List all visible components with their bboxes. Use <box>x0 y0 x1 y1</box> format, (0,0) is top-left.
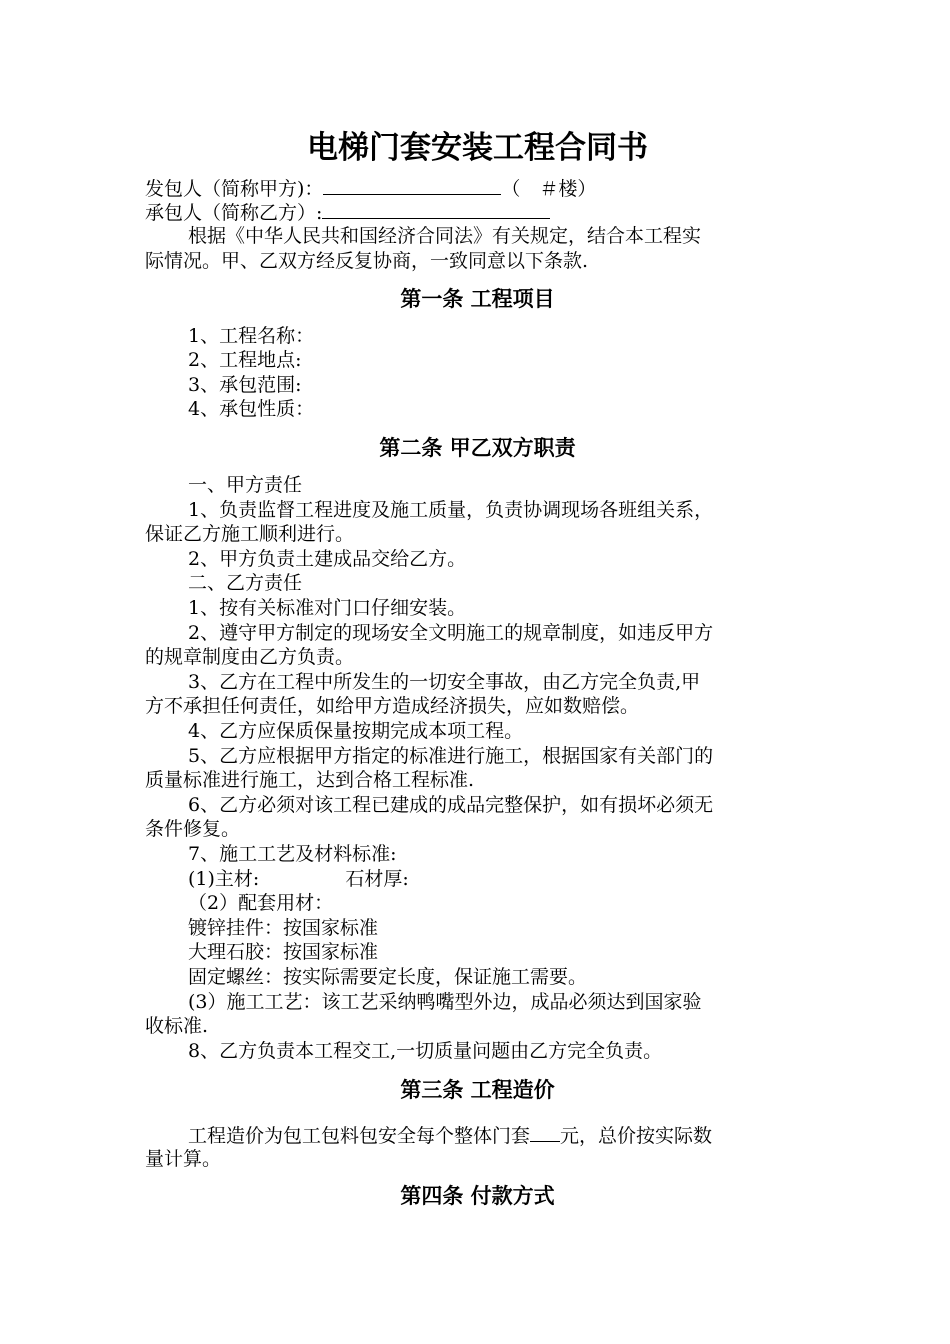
clause-line: 的规章制度由乙方负责。 <box>145 646 355 668</box>
section-title: 一、甲方责任 <box>188 474 303 496</box>
party-b-blank <box>322 199 550 219</box>
clause-line: 2、甲方负责土建成品交给乙方。 <box>188 548 467 570</box>
price-blank <box>530 1122 560 1142</box>
clause-line: 收标准. <box>145 1015 209 1037</box>
party-a-label: 发包人（简称甲方)： <box>145 178 324 200</box>
clause-line: 量计算。 <box>145 1148 222 1170</box>
list-item: 1、工程名称： <box>188 325 315 347</box>
price-line <box>145 1122 810 1149</box>
article-heading: 第三条 工程造价 <box>400 1078 555 1102</box>
party-a-suffix: （ ＃楼） <box>501 178 597 200</box>
party-b-line <box>145 199 810 226</box>
intro-line: 际情况。甲、乙双方经反复协商，一致同意以下条款. <box>145 250 589 272</box>
list-item: 2、工程地点: <box>188 349 302 371</box>
clause-line: 1、负责监督工程进度及施工质量，负责协调现场各班组关系， <box>188 499 714 521</box>
clause-line: （2）配套用材： <box>188 892 334 914</box>
article-heading: 第一条 工程项目 <box>400 287 555 311</box>
clause-line: 保证乙方施工顺利进行。 <box>145 523 355 545</box>
clause-line: 5、乙方应根据甲方指定的标准进行施工，根据国家有关部门的 <box>188 745 714 767</box>
main-material-label: (1)主材: <box>188 868 260 890</box>
party-a-line <box>145 175 810 202</box>
list-item: 4、承包性质： <box>188 398 315 420</box>
article-heading: 第四条 付款方式 <box>400 1184 555 1208</box>
clause-line: 2、遵守甲方制定的现场安全文明施工的规章制度，如违反甲方 <box>188 622 714 644</box>
article-heading: 第二条 甲乙双方职责 <box>379 436 576 460</box>
clause-line: 7、施工工艺及材料标准: <box>188 843 397 865</box>
party-b-label: 承包人（简称乙方）: <box>145 202 323 224</box>
price-text: 元，总价按实际数 <box>560 1125 713 1147</box>
list-item: 3、承包范围: <box>188 374 302 396</box>
material-line <box>145 867 810 892</box>
document-title: 电梯门套安装工程合同书 <box>307 130 648 166</box>
clause-line: 方不承担任何责任，如给甲方造成经济损失，应如数赔偿。 <box>145 695 640 717</box>
clause-line: 3、乙方在工程中所发生的一切安全事故，由乙方完全负责,甲 <box>188 671 701 693</box>
section-title: 二、乙方责任 <box>188 572 303 594</box>
clause-line: 4、乙方应保质保量按期完成本项工程。 <box>188 720 524 742</box>
clause-line: 质量标准进行施工，达到合格工程标准. <box>145 769 475 791</box>
stone-thickness-label: 石材厚: <box>345 868 409 890</box>
clause-line: 条件修复。 <box>145 818 241 840</box>
clause-line: 8、乙方负责本工程交工,一切质量问题由乙方完全负责。 <box>188 1040 663 1062</box>
price-text: 工程造价为包工包料包安全每个整体门套 <box>188 1125 531 1147</box>
clause-line: 6、乙方必须对该工程已建成的成品完整保护，如有损坏必须无 <box>188 794 714 816</box>
intro-line: 根据《中华人民共和国经济合同法》有关规定，结合本工程实 <box>188 225 702 247</box>
clause-line: 固定螺丝：按实际需要定长度，保证施工需要。 <box>188 966 588 988</box>
clause-line: 大理石胶：按国家标准 <box>188 941 379 963</box>
clause-line: 1、按有关标准对门口仔细安装。 <box>188 597 467 619</box>
clause-line: 镀锌挂件：按国家标准 <box>188 917 379 939</box>
clause-line: (3）施工工艺：该工艺采纳鸭嘴型外边，成品必须达到国家验 <box>188 991 702 1013</box>
party-a-blank <box>323 175 501 195</box>
